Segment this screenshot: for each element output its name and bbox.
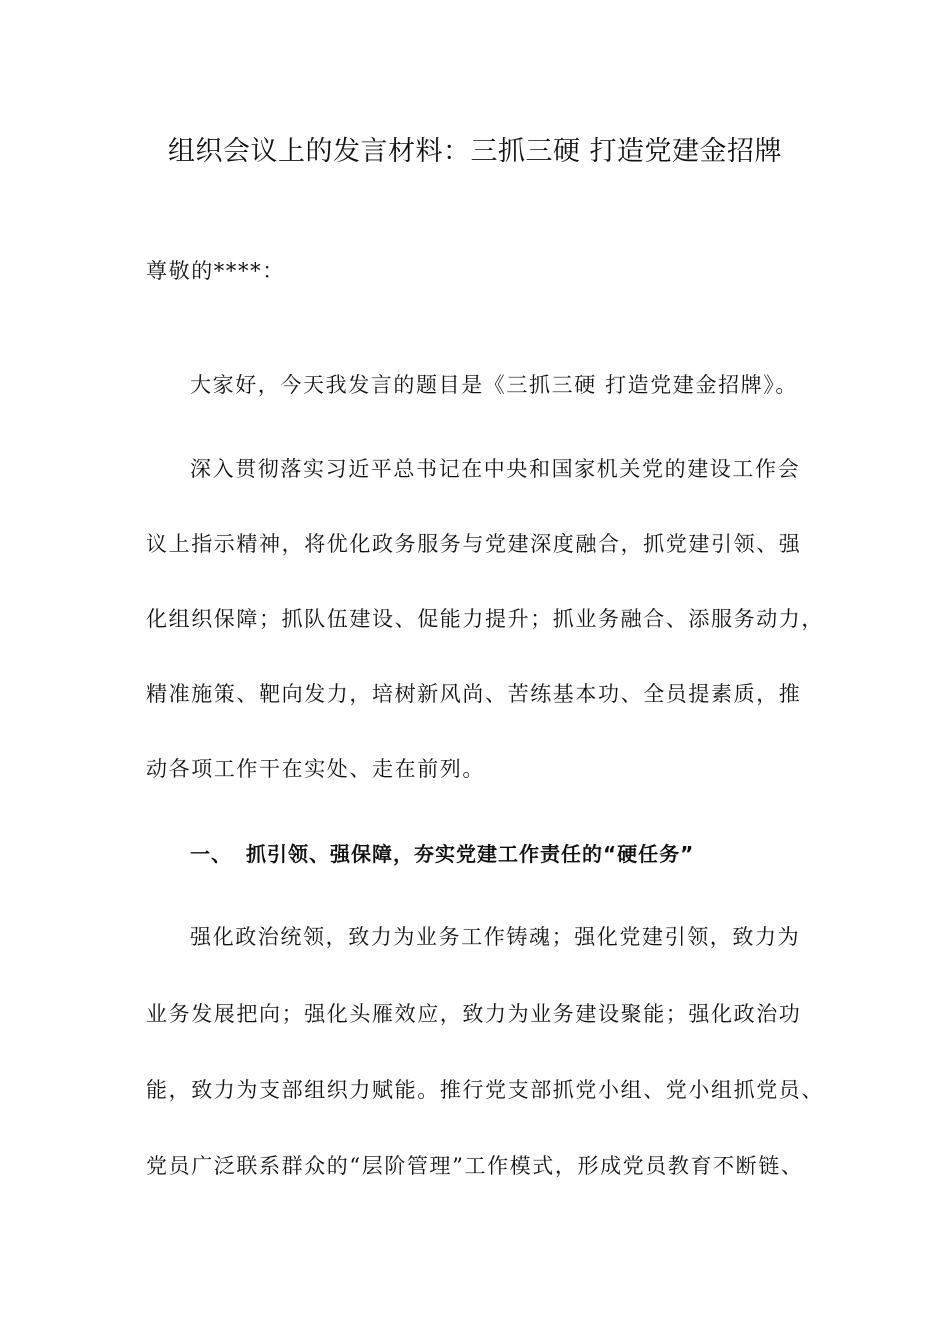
section-heading-text: 抓引领、强保障，夯实党建工作责任的“硬任务” <box>246 842 695 866</box>
paragraph-line: 业务发展把向；强化头雁效应，致力为业务建设聚能；强化政治功 <box>146 1002 802 1026</box>
paragraph-line: 深入贯彻落实习近平总书记在中央和国家机关党的建设工作会 <box>190 457 801 481</box>
paragraph-line: 党员广泛联系群众的“层阶管理”工作模式，形成党员教育不断链、 <box>146 1154 804 1178</box>
paragraph-line: 议上指示精神，将优化政务服务与党建深度融合，抓党建引领、强 <box>146 532 802 556</box>
document-title: 组织会议上的发言材料：三抓三硬 打造党建金招牌 <box>167 136 783 167</box>
paragraph-line: 化组织保障；抓队伍建设、促能力提升；抓业务融合、添服务动力， <box>146 607 824 631</box>
section-heading <box>190 836 694 872</box>
paragraph-line: 精准施策、靶向发力，培树新风尚、苦练基本功、全员提素质，推 <box>146 682 802 706</box>
section-number: 一、 <box>190 842 232 866</box>
opening-paragraph: 大家好，今天我发言的题目是《三抓三硬 打造党建金招牌》。 <box>190 373 798 397</box>
paragraph-line: 动各项工作干在实处、走在前列。 <box>146 757 485 781</box>
paragraph-line: 强化政治统领，致力为业务工作铸魂；强化党建引领，致力为 <box>190 925 801 949</box>
salutation: 尊敬的****： <box>146 259 285 283</box>
paragraph-line: 能，致力为支部组织力赋能。推行党支部抓党小组、党小组抓党员、 <box>146 1078 824 1102</box>
